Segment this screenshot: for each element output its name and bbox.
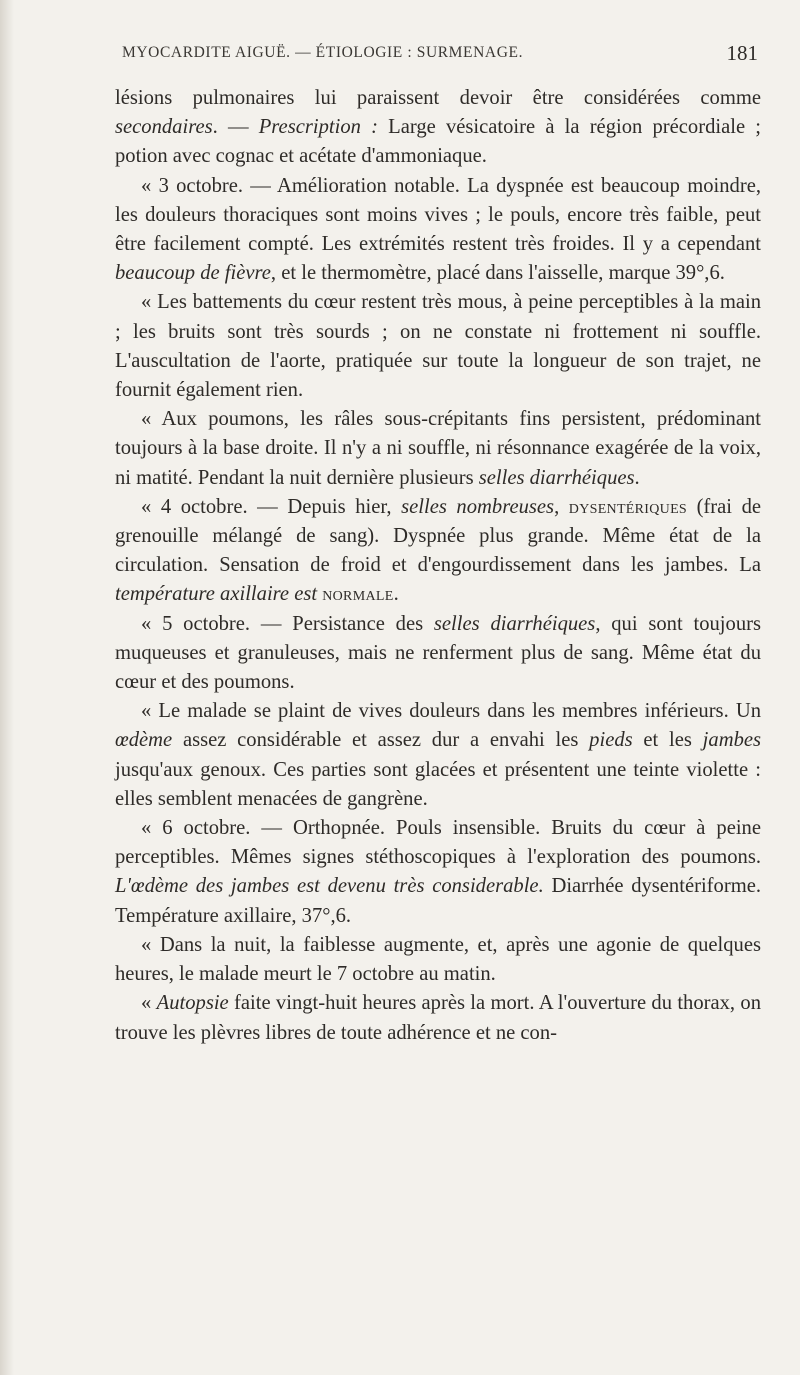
italic-run: pieds [589,729,633,752]
text-run: « [141,992,157,1015]
italic-run: beaucoup de fièvre [115,262,271,285]
paragraph [115,493,761,610]
text-run: , [554,495,569,518]
italic-run: Prescription : [258,116,378,139]
italic-run: œdème [115,729,173,752]
italic-run: température axillaire est [115,583,318,606]
text-run: « Le malade se plaint de vives douleurs dans les membres inférieurs. Un [141,700,761,723]
text-run: « 5 octobre. — Persistance des [141,612,434,635]
text-run: assez considérable et assez dur a envahi les [172,729,590,752]
text-run: Diarrhée dysentériforme. Température axillaire, 37°,6. [115,875,761,927]
small-caps-run: dysentériques [568,495,688,518]
text-run: . [634,466,640,489]
text-run: Large vésicatoire à la région précordiale ; potion avec cognac et acétate d'ammoniaque. [115,116,761,168]
paragraph [115,288,761,405]
text-run: . — [212,116,259,139]
italic-run: selles nombreuses [401,495,555,518]
text-run: « 6 octobre. — Orthopnée. Pouls insensible. Bruits du cœur à peine perceptibles. Mêmes signes stéthoscopiques à l'exploration des poumons. [115,817,761,869]
paragraph [115,84,761,172]
text-run: et les [632,729,703,752]
page-header [100,41,758,68]
text-run: faite vingt-huit heures après la mort. A l'ouverture du thorax, on trouve les plèvres libres de toute adhérence et ne con- [115,992,761,1044]
text-run: « Dans la nuit, la faiblesse augmente, et, après une agonie de quelques heures, le malade meurt le 7 octobre au matin. [115,933,761,986]
text-run: , et le thermomètre, placé dans l'aisselle, marque 39°,6. [270,262,725,285]
text-run: . [393,583,399,606]
text-run: « Les battements du cœur restent très mous, à peine perceptibles à la main ; les bruits sont très sourds ; on ne constate ni frottement ni souffle. L'auscultation de l'aorte, pratiquée sur toute la longueur de son trajet, ne fournit également rien. [115,291,761,402]
running-title: MYOCARDITE AIGUË. — ÉTIOLOGIE : SURMENAGE. [122,44,524,61]
italic-run: L'œdème des jambes est devenu très considerable. [115,875,544,898]
italic-run: selles diarrhéiques [478,466,635,489]
page-number: 181 [726,41,758,65]
italic-run: jambes [702,729,762,752]
italic-run: selles diarrhéiques [433,612,596,635]
text-run: lésions pulmonaires lui paraissent devoir être considérées comme [115,87,761,109]
italic-run: Autopsie [156,992,229,1015]
text-run: (frai de grenouille mélangé de sang). Dyspnée plus grande. Même état de la circulation. Sensation de froid et d'engourdissement dans les jambes. La [115,495,762,577]
italic-run: secondaires [115,116,213,139]
body-text [115,84,761,1048]
text-run: « 4 octobre. — Depuis hier, [141,495,402,518]
paragraph [115,931,761,989]
paragraph [115,172,761,289]
paragraph [115,814,761,931]
text-run: « Aux poumons, les râles sous-crépitants fins persistent, prédominant toujours à la base droite. Il n'y a ni souffle, ni résonnance exagérée de la voix, ni matité. Pendant la nuit dernière plusieurs [115,408,761,489]
paragraph [115,989,761,1047]
text-run: « 3 octobre. — Amélioration notable. La dyspnée est beaucoup moindre, les douleurs thoraciques sont moins vives ; le pouls, encore très faible, peut être facilement compté. Les extrémités restent très froides. Il y a cependant [115,174,761,256]
text-run: jusqu'aux genoux. Ces parties sont glacées et présentent une teinte violette : elles semblent menacées de gangrène. [115,758,761,810]
small-caps-run: normale [322,583,394,606]
page-gutter-shadow [0,0,14,1375]
text-run: , qui sont toujours muqueuses et granuleuses, mais ne renferment plus de sang. Même état du cœur et des poumons. [115,612,761,694]
paragraph [115,405,761,493]
paragraph [115,697,761,814]
paragraph [115,610,761,698]
